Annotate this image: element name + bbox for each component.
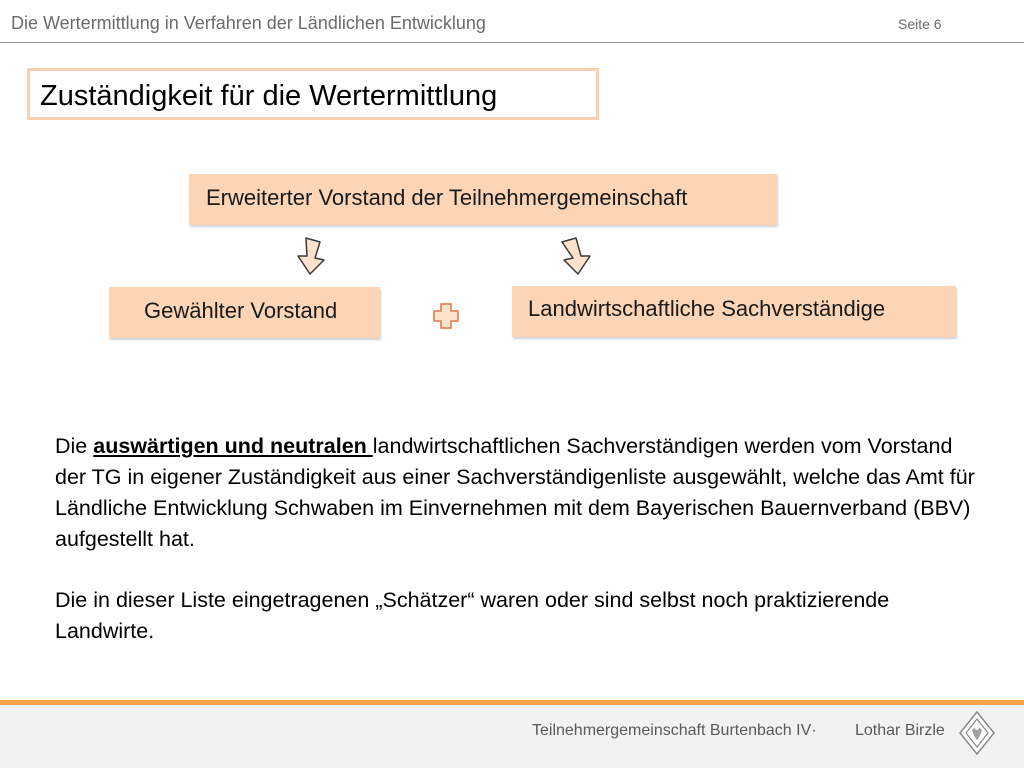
paragraph-experts-selection	[55, 431, 975, 555]
box-extended-board-label: Erweiterter Vorstand der Teilnehmergemeinschaft	[206, 185, 688, 210]
footer-organization: Teilnehmergemeinschaft Burtenbach IV·	[532, 722, 817, 739]
slide-title-box	[27, 68, 599, 120]
paragraph-emphasis: auswärtigen und neutralen	[93, 434, 373, 458]
footer-accent-line	[0, 700, 1024, 705]
footer-author: Lothar Birzle	[855, 722, 945, 739]
box-elected-board	[109, 287, 380, 338]
coat-of-arms-logo-icon	[958, 710, 996, 756]
box-elected-board-label: Gewählter Vorstand	[144, 298, 338, 323]
plus-icon	[432, 302, 460, 330]
paragraph-rest: landwirtschaftlichen Sachverständigen werden vom Vorstand der TG in eigener Zuständigkeit aus einer Sachverständigenliste ausgewählt, welche das Amt für Ländliche Entwicklung Schwaben im Einvernehmen mit dem Bayerischen Bauernverband (BBV) aufgestellt hat.	[55, 434, 975, 551]
box-agricultural-experts-label: Landwirtschaftliche Sachverständige	[528, 296, 886, 321]
header-rule	[0, 42, 1024, 43]
arrow-down-left-icon	[290, 234, 330, 278]
paragraph-prefix: Die	[55, 434, 94, 458]
box-extended-board	[189, 174, 777, 225]
slide-title: Zuständigkeit für die Wertermittlung	[40, 80, 498, 112]
box-agricultural-experts	[512, 286, 956, 337]
arrow-down-right-icon	[558, 234, 598, 278]
paragraph-estimators: Die in dieser Liste eingetragenen „Schätzer“ waren oder sind selbst noch praktizierende Landwirte.	[55, 588, 890, 643]
page-number: Seite 6	[898, 16, 942, 32]
header-title: Die Wertermittlung in Verfahren der Ländlichen Entwicklung	[11, 13, 486, 33]
